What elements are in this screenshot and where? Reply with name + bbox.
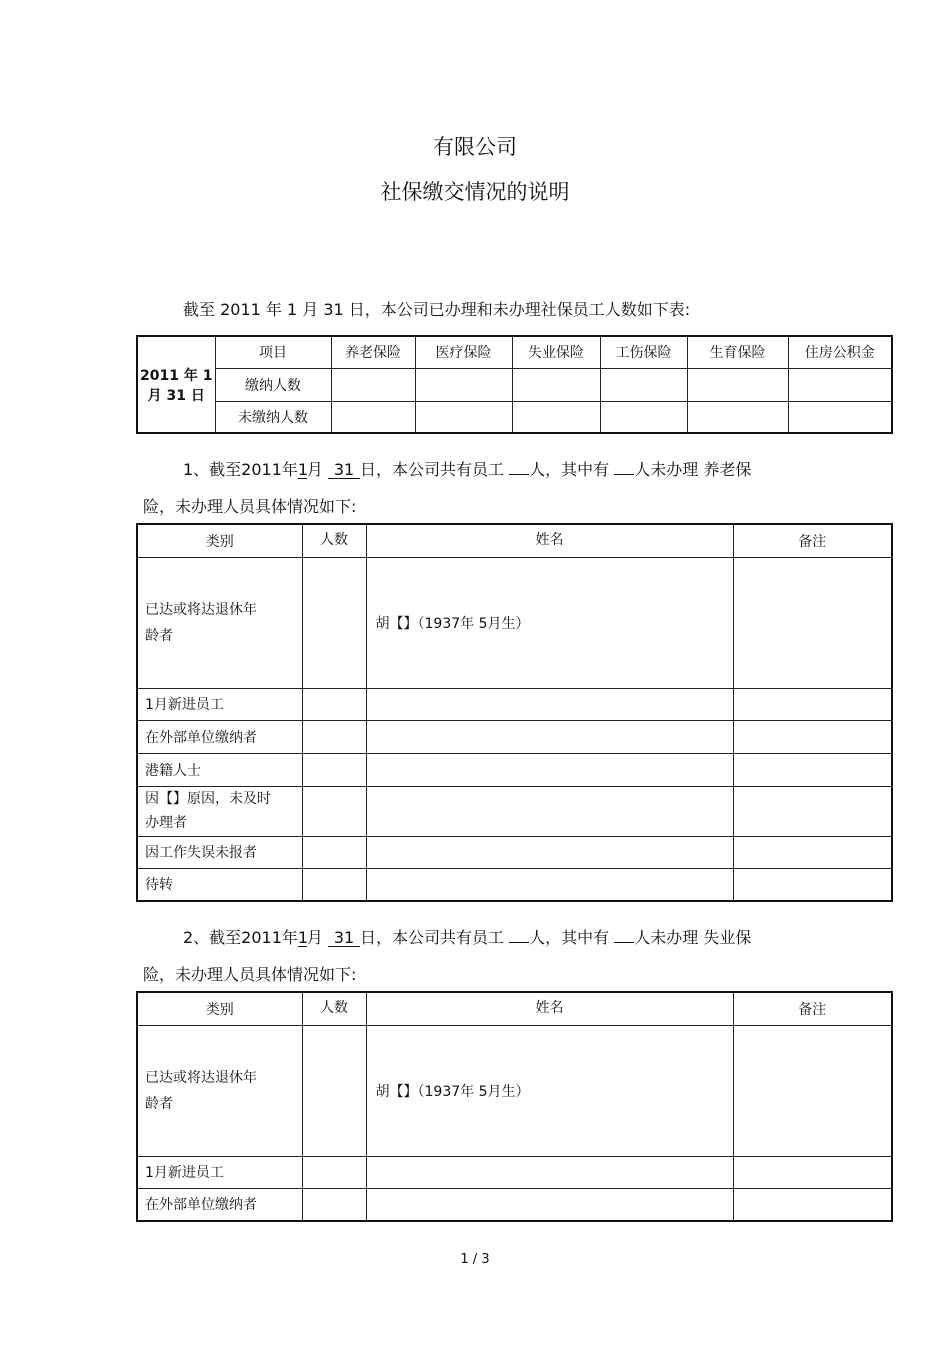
header-name: 姓名 <box>366 524 733 557</box>
table-row <box>137 868 892 901</box>
summary-header-row <box>137 336 892 368</box>
name-cell: 胡【】（1937年 5月生） <box>366 1025 733 1156</box>
header-name: 姓名 <box>366 992 733 1025</box>
summary-date-line1: 2011 年 1 <box>140 367 213 384</box>
remark-cell <box>733 1025 892 1156</box>
section1-text: 月 <box>306 460 323 479</box>
category-cell: 港籍人士 <box>137 753 302 786</box>
company-name: 有限公司 <box>433 135 517 159</box>
col-maternity: 生育保险 <box>687 336 788 368</box>
table-cell <box>512 401 600 433</box>
table-cell <box>512 368 600 401</box>
category-cell: 因工作失误未报者 <box>137 836 302 868</box>
table-row <box>137 786 892 836</box>
remark-cell <box>733 1156 892 1188</box>
table-cell <box>415 401 512 433</box>
section2-paragraph-line2: 险，未办理人员具体情况如下: <box>143 965 357 984</box>
remark-cell <box>733 1188 892 1221</box>
header-remark: 备注 <box>733 992 892 1025</box>
summary-date-line2: 月 31 日 <box>147 387 205 404</box>
document-title: 社保缴交情况的说明 <box>380 180 570 204</box>
name-cell <box>366 720 733 753</box>
col-unemployment: 失业保险 <box>512 336 600 368</box>
table-row <box>137 1156 892 1188</box>
name-cell <box>366 1156 733 1188</box>
table-cell <box>600 401 687 433</box>
detail-header-row <box>137 992 892 1025</box>
row-label-paid: 缴纳人数 <box>215 368 331 401</box>
count-cell <box>302 1188 366 1221</box>
category-text: 因【】原因，未及时 <box>145 791 271 807</box>
category-cell <box>137 557 302 688</box>
section1-blank-total <box>509 474 529 475</box>
name-cell: 胡【】（1937年 5月生） <box>366 557 733 688</box>
summary-table <box>136 335 893 434</box>
col-injury: 工伤保险 <box>600 336 687 368</box>
section1-blank-missing <box>614 474 634 475</box>
count-cell <box>302 720 366 753</box>
section1-text: 1、截至2011年 <box>183 460 298 479</box>
header-count: 人数 <box>302 992 366 1025</box>
section2-text: 人，其中有 <box>529 928 610 947</box>
category-text: 龄者 <box>145 627 173 644</box>
table-cell <box>687 401 788 433</box>
header-remark: 备注 <box>733 524 892 557</box>
table-row <box>137 1188 892 1221</box>
table-row <box>137 720 892 753</box>
category-cell: 在外部单位缴纳者 <box>137 1188 302 1221</box>
header-count: 人数 <box>302 524 366 557</box>
section2-text: 月 <box>306 928 323 947</box>
name-cell <box>366 1188 733 1221</box>
intro-paragraph: 截至 2011 年 1 月 31 日，本公司已办理和未办理社保员工人数如下表: <box>183 300 691 319</box>
detail-table-1 <box>136 523 893 902</box>
table-cell <box>600 368 687 401</box>
section1-month: 1 <box>297 460 309 479</box>
count-cell <box>302 557 366 688</box>
page-number: 1 / 3 <box>460 1252 490 1267</box>
table-cell <box>331 368 415 401</box>
section2-text: 日，本公司共有员工 <box>360 928 505 947</box>
category-text: 已达或将达退休年 <box>145 1069 257 1086</box>
section1-text: 日，本公司共有员工 <box>360 460 505 479</box>
table-row <box>137 688 892 720</box>
summary-row-unpaid <box>137 401 892 433</box>
section2-month: 1 <box>297 928 309 947</box>
table-cell <box>415 368 512 401</box>
col-medical: 医疗保险 <box>415 336 512 368</box>
remark-cell <box>733 786 892 836</box>
detail-header-row <box>137 524 892 557</box>
category-cell: 1月新进员工 <box>137 688 302 720</box>
section2-text: 2、截至2011年 <box>183 928 298 947</box>
remark-cell <box>733 868 892 901</box>
category-cell: 待转 <box>137 868 302 901</box>
table-cell <box>687 368 788 401</box>
col-pension: 养老保险 <box>331 336 415 368</box>
col-item: 项目 <box>215 336 331 368</box>
remark-cell <box>733 557 892 688</box>
table-cell <box>788 401 892 433</box>
section2-day: 31 <box>328 929 360 947</box>
category-text: 办理者 <box>145 815 187 831</box>
category-cell: 在外部单位缴纳者 <box>137 720 302 753</box>
remark-cell <box>733 753 892 786</box>
header-category: 类别 <box>137 524 302 557</box>
summary-row-paid <box>137 368 892 401</box>
section2-text: 人未办理 失业保 <box>634 928 752 947</box>
count-cell <box>302 836 366 868</box>
col-housing-fund: 住房公积金 <box>788 336 892 368</box>
name-cell <box>366 868 733 901</box>
count-cell <box>302 753 366 786</box>
table-row <box>137 836 892 868</box>
name-cell <box>366 786 733 836</box>
header-category: 类别 <box>137 992 302 1025</box>
remark-cell <box>733 688 892 720</box>
table-cell <box>331 401 415 433</box>
name-cell <box>366 753 733 786</box>
summary-date-cell <box>137 336 215 433</box>
table-row <box>137 557 892 688</box>
row-label-unpaid: 未缴纳人数 <box>215 401 331 433</box>
count-cell <box>302 786 366 836</box>
remark-cell <box>733 836 892 868</box>
category-cell <box>137 786 302 836</box>
section1-paragraph <box>183 457 751 480</box>
count-cell <box>302 688 366 720</box>
table-row <box>137 753 892 786</box>
remark-cell <box>733 720 892 753</box>
count-cell <box>302 868 366 901</box>
section1-text: 人，其中有 <box>529 460 610 479</box>
section1-paragraph-line2: 险，未办理人员具体情况如下: <box>143 497 357 516</box>
table-row <box>137 1025 892 1156</box>
detail-table-2 <box>136 991 893 1222</box>
section2-blank-missing <box>614 942 634 943</box>
section1-day: 31 <box>328 461 360 479</box>
category-text: 龄者 <box>145 1095 173 1112</box>
category-cell <box>137 1025 302 1156</box>
section1-text: 人未办理 养老保 <box>634 460 752 479</box>
name-cell <box>366 836 733 868</box>
section2-paragraph <box>183 925 751 948</box>
category-cell: 1月新进员工 <box>137 1156 302 1188</box>
section2-blank-total <box>509 942 529 943</box>
table-cell <box>788 368 892 401</box>
category-text: 已达或将达退休年 <box>145 601 257 618</box>
count-cell <box>302 1156 366 1188</box>
count-cell <box>302 1025 366 1156</box>
name-cell <box>366 688 733 720</box>
